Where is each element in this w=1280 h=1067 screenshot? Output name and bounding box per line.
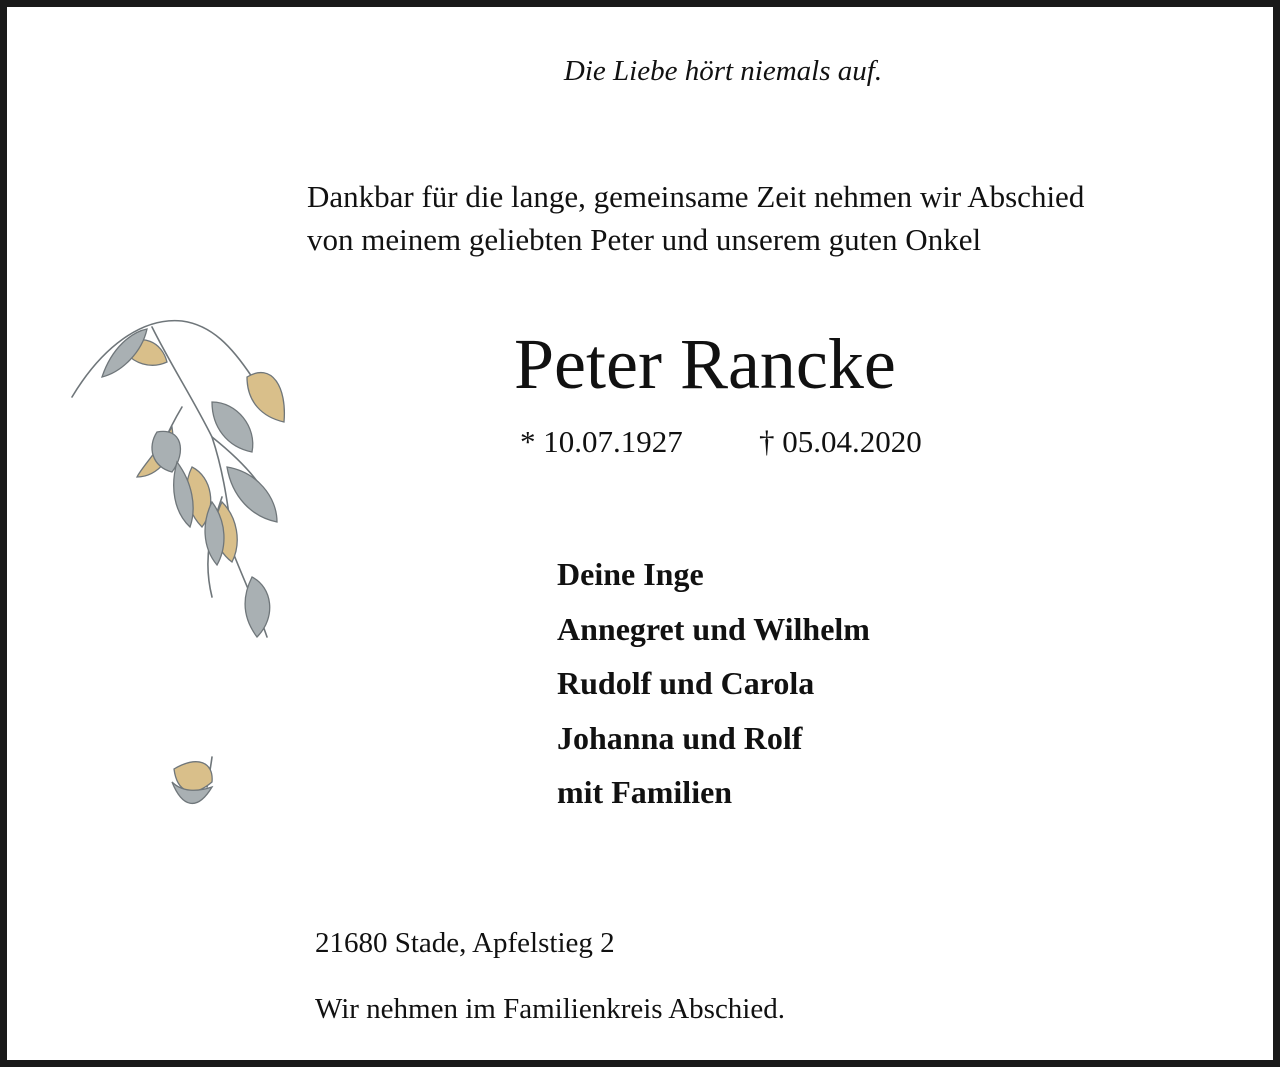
address: 21680 Stade, Apfelstieg 2 bbox=[315, 927, 615, 959]
mourner: mit Familien bbox=[557, 774, 733, 810]
motto: Die Liebe hört niemals auf. bbox=[563, 55, 883, 87]
mourner: Johanna und Rolf bbox=[557, 719, 803, 756]
mourner: Annegret und Wilhelm bbox=[557, 610, 870, 647]
closing-note: Wir nehmen im Familienkreis Abschied. bbox=[315, 993, 785, 1025]
death-date: † 05.04.2020 bbox=[759, 424, 922, 459]
leaf-icon bbox=[212, 402, 253, 452]
birch-branch-icon bbox=[62, 307, 302, 847]
intro-text bbox=[307, 175, 1084, 261]
mourner: Rudolf und Carola bbox=[557, 665, 815, 701]
intro-line-1: Dankbar für die lange, gemeinsame Zeit nehmen wir Abschied bbox=[307, 179, 1085, 214]
mourner: Deine Inge bbox=[557, 556, 704, 592]
leaf-icon bbox=[245, 577, 270, 637]
birth-date: * 10.07.1927 bbox=[520, 424, 683, 459]
intro-line-2: von meinem geliebten Peter und unserem guten Onkel bbox=[307, 222, 982, 257]
deceased-name: Peter Rancke bbox=[514, 324, 896, 404]
leaf-icon bbox=[247, 373, 284, 422]
mourners-list bbox=[557, 547, 870, 820]
